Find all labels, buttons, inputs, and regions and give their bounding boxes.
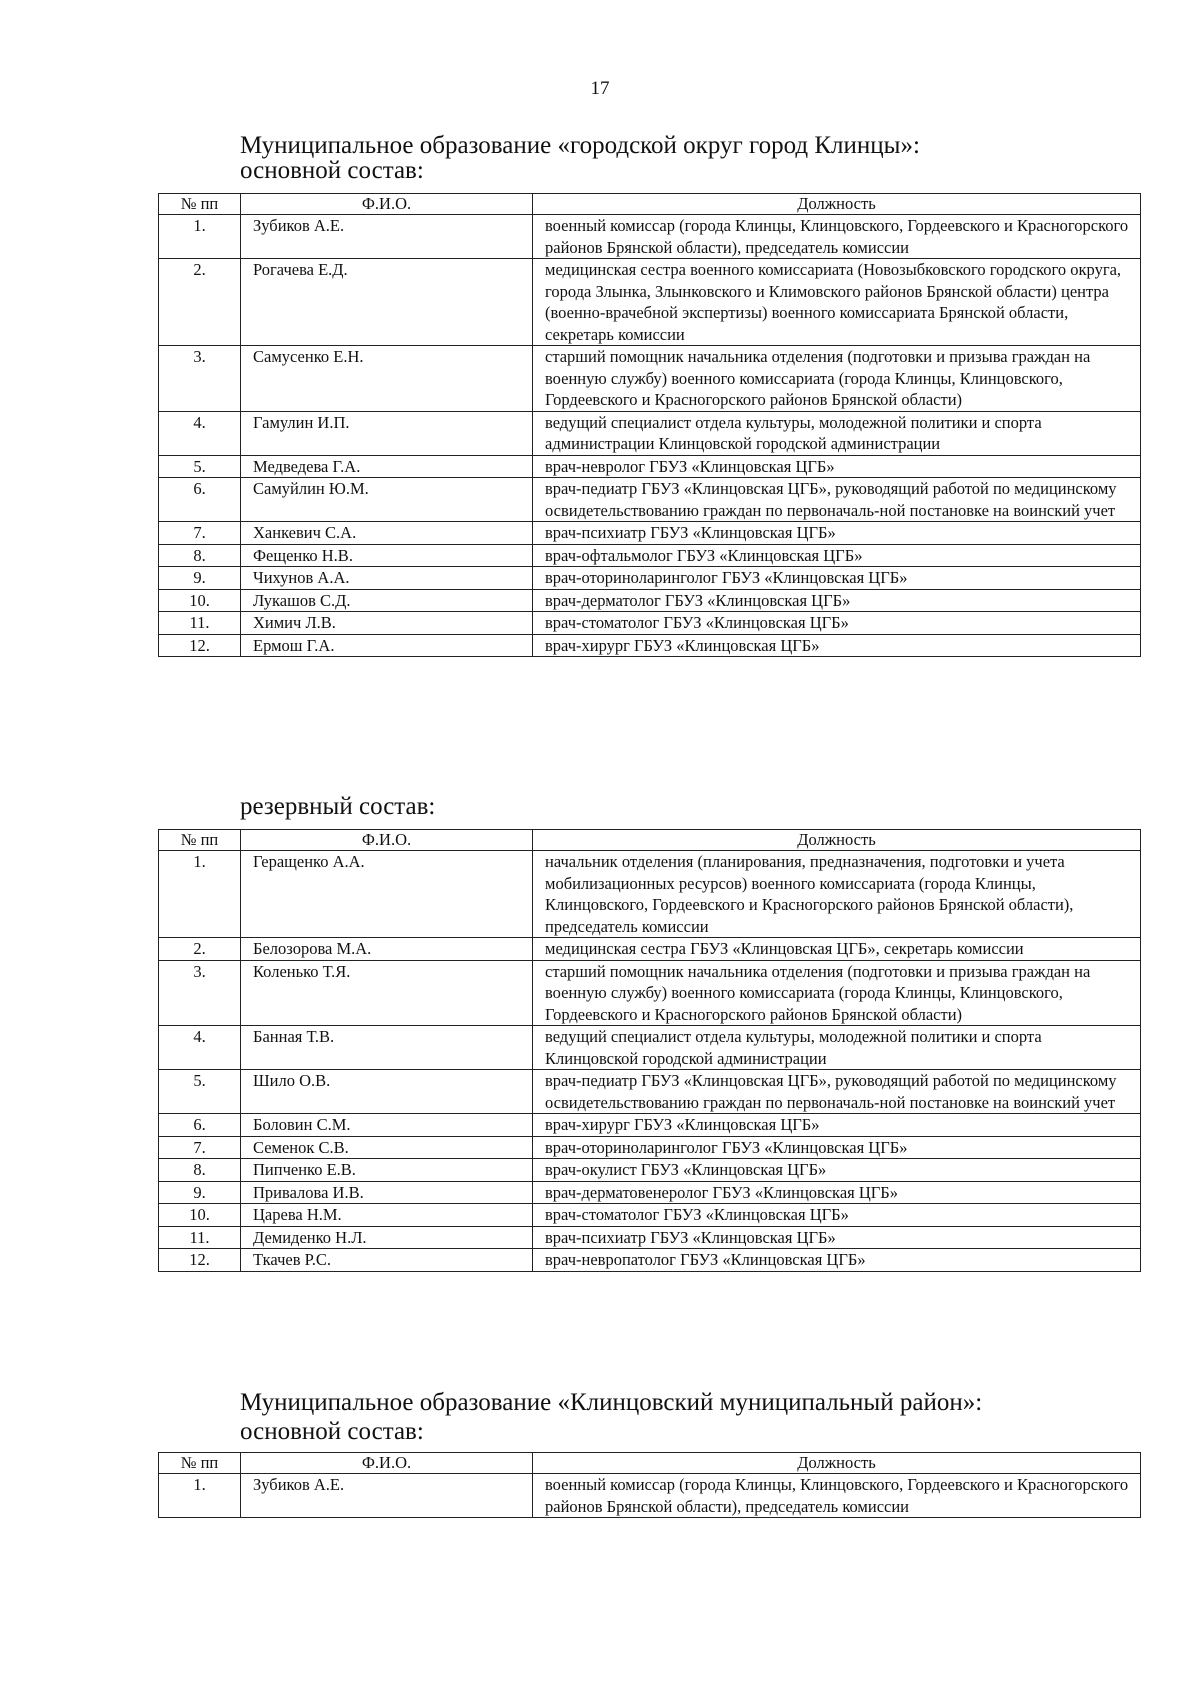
member-name: Зубиков А.Е. bbox=[241, 215, 533, 259]
member-position: врач-оториноларинголог ГБУЗ «Клинцовская ЦГБ» bbox=[533, 567, 1141, 590]
table-row bbox=[159, 544, 1141, 567]
table-row bbox=[159, 1159, 1141, 1182]
member-position: врач-оториноларинголог ГБУЗ «Клинцовская ЦГБ» bbox=[533, 1136, 1141, 1159]
column-header-number: № пп bbox=[159, 1453, 241, 1474]
row-number: 11. bbox=[159, 1226, 241, 1249]
member-position: военный комиссар (города Клинцы, Клинцовского, Гордеевского и Красногорского районов Брянской области), председатель комиссии bbox=[533, 1474, 1141, 1518]
page-number: 17 bbox=[590, 78, 610, 99]
table-row bbox=[159, 589, 1141, 612]
member-name: Самусенко Е.Н. bbox=[241, 346, 533, 412]
row-number: 8. bbox=[159, 1159, 241, 1182]
column-header-name: Ф.И.О. bbox=[241, 830, 533, 851]
table-row bbox=[159, 1204, 1141, 1227]
member-name: Химич Л.В. bbox=[241, 612, 533, 635]
row-number: 1. bbox=[159, 215, 241, 259]
member-name: Геращенко А.А. bbox=[241, 851, 533, 938]
row-number: 11. bbox=[159, 612, 241, 635]
column-header-position: Должность bbox=[533, 1453, 1141, 1474]
member-position: врач-психиатр ГБУЗ «Клинцовская ЦГБ» bbox=[533, 522, 1141, 545]
member-position: врач-хирург ГБУЗ «Клинцовская ЦГБ» bbox=[533, 634, 1141, 657]
main-composition-table-district bbox=[158, 1452, 1141, 1518]
member-position: медицинская сестра военного комиссариата (Новозыбковского городского округа, города Злынка, Злынковского и Климовского районов Брянской области) центра (военно-врачебной экспертизы) военного комиссариата Брянской области, секретарь комиссии bbox=[533, 259, 1141, 346]
main-composition-table-city bbox=[158, 193, 1141, 657]
member-position: ведущий специалист отдела культуры, молодежной политики и спорта Клинцовской городской администрации bbox=[533, 1026, 1141, 1070]
member-name: Ермош Г.А. bbox=[241, 634, 533, 657]
section-1-heading: Муниципальное образование «городской округ город Клинцы»: bbox=[240, 132, 920, 159]
column-header-name: Ф.И.О. bbox=[241, 194, 533, 215]
table-row bbox=[159, 960, 1141, 1026]
column-header-name: Ф.И.О. bbox=[241, 1453, 533, 1474]
row-number: 3. bbox=[159, 346, 241, 412]
member-name: Зубиков А.Е. bbox=[241, 1474, 533, 1518]
member-name: Медведева Г.А. bbox=[241, 455, 533, 478]
member-position: врач-педиатр ГБУЗ «Клинцовская ЦГБ», руководящий работой по медицинскому освидетельствованию граждан по первоначаль-ной постановке на воинский учет bbox=[533, 1070, 1141, 1114]
member-position: врач-невролог ГБУЗ «Клинцовская ЦГБ» bbox=[533, 455, 1141, 478]
reserve-composition-table-city bbox=[158, 829, 1141, 1272]
section-1-subheading: основной состав: bbox=[240, 157, 424, 184]
section-3-heading: Муниципальное образование «Клинцовский муниципальный район»: bbox=[240, 1389, 983, 1416]
table-row bbox=[159, 851, 1141, 938]
row-number: 4. bbox=[159, 1026, 241, 1070]
row-number: 10. bbox=[159, 1204, 241, 1227]
member-position: врач-офтальмолог ГБУЗ «Клинцовская ЦГБ» bbox=[533, 544, 1141, 567]
member-name: Семенок С.В. bbox=[241, 1136, 533, 1159]
member-name: Самуйлин Ю.М. bbox=[241, 478, 533, 522]
column-header-number: № пп bbox=[159, 830, 241, 851]
row-number: 2. bbox=[159, 938, 241, 961]
member-position: врач-дерматовенеролог ГБУЗ «Клинцовская ЦГБ» bbox=[533, 1181, 1141, 1204]
member-name: Чихунов А.А. bbox=[241, 567, 533, 590]
row-number: 12. bbox=[159, 634, 241, 657]
table-row bbox=[159, 1114, 1141, 1137]
row-number: 6. bbox=[159, 1114, 241, 1137]
column-header-number: № пп bbox=[159, 194, 241, 215]
member-position: военный комиссар (города Клинцы, Клинцовского, Гордеевского и Красногорского районов Брянской области), председатель комиссии bbox=[533, 215, 1141, 259]
row-number: 6. bbox=[159, 478, 241, 522]
table-row bbox=[159, 478, 1141, 522]
member-position: старший помощник начальника отделения (подготовки и призыва граждан на военную службу) военного комиссариата (города Клинцы, Клинцовского, Гордеевского и Красногорского районов Брянской области) bbox=[533, 960, 1141, 1026]
member-name: Боловин С.М. bbox=[241, 1114, 533, 1137]
row-number: 12. bbox=[159, 1249, 241, 1272]
row-number: 10. bbox=[159, 589, 241, 612]
member-position: врач-хирург ГБУЗ «Клинцовская ЦГБ» bbox=[533, 1114, 1141, 1137]
member-name: Привалова И.В. bbox=[241, 1181, 533, 1204]
table-row bbox=[159, 455, 1141, 478]
row-number: 9. bbox=[159, 1181, 241, 1204]
member-name: Ткачев Р.С. bbox=[241, 1249, 533, 1272]
row-number: 8. bbox=[159, 544, 241, 567]
member-position: врач-дерматолог ГБУЗ «Клинцовская ЦГБ» bbox=[533, 589, 1141, 612]
member-position: врач-стоматолог ГБУЗ «Клинцовская ЦГБ» bbox=[533, 1204, 1141, 1227]
member-name: Ханкевич С.А. bbox=[241, 522, 533, 545]
member-name: Гамулин И.П. bbox=[241, 411, 533, 455]
table-row bbox=[159, 1226, 1141, 1249]
member-position: врач-педиатр ГБУЗ «Клинцовская ЦГБ», руководящий работой по медицинскому освидетельствованию граждан по первоначаль-ной постановке на воинский учет bbox=[533, 478, 1141, 522]
table-row bbox=[159, 522, 1141, 545]
row-number: 7. bbox=[159, 1136, 241, 1159]
row-number: 7. bbox=[159, 522, 241, 545]
member-position: старший помощник начальника отделения (подготовки и призыва граждан на военную службу) военного комиссариата (города Клинцы, Клинцовского, Гордеевского и Красногорского районов Брянской области) bbox=[533, 346, 1141, 412]
member-position: ведущий специалист отдела культуры, молодежной политики и спорта администрации Клинцовской городской администрации bbox=[533, 411, 1141, 455]
member-position: начальник отделения (планирования, предназначения, подготовки и учета мобилизационных ресурсов) военного комиссариата (города Клинцы, Клинцовского, Гордеевского и Красногорского районов Брянской области), председатель комиссии bbox=[533, 851, 1141, 938]
member-name: Лукашов С.Д. bbox=[241, 589, 533, 612]
table-header-row bbox=[159, 194, 1141, 215]
table-row bbox=[159, 634, 1141, 657]
member-name: Рогачева Е.Д. bbox=[241, 259, 533, 346]
member-name: Шило О.В. bbox=[241, 1070, 533, 1114]
member-position: врач-невропатолог ГБУЗ «Клинцовская ЦГБ» bbox=[533, 1249, 1141, 1272]
table-row bbox=[159, 259, 1141, 346]
member-name: Царева Н.М. bbox=[241, 1204, 533, 1227]
row-number: 2. bbox=[159, 259, 241, 346]
member-position: врач-окулист ГБУЗ «Клинцовская ЦГБ» bbox=[533, 1159, 1141, 1182]
row-number: 5. bbox=[159, 455, 241, 478]
section-3-subheading: основной состав: bbox=[240, 1418, 424, 1445]
member-name: Пипченко Е.В. bbox=[241, 1159, 533, 1182]
table-header-row bbox=[159, 1453, 1141, 1474]
table-row bbox=[159, 1136, 1141, 1159]
column-header-position: Должность bbox=[533, 194, 1141, 215]
member-name: Белозорова М.А. bbox=[241, 938, 533, 961]
member-name: Демиденко Н.Л. bbox=[241, 1226, 533, 1249]
table-row bbox=[159, 346, 1141, 412]
member-position: медицинская сестра ГБУЗ «Клинцовская ЦГБ», секретарь комиссии bbox=[533, 938, 1141, 961]
table-row bbox=[159, 1181, 1141, 1204]
column-header-position: Должность bbox=[533, 830, 1141, 851]
table-row bbox=[159, 1249, 1141, 1272]
table-row bbox=[159, 411, 1141, 455]
table-header-row bbox=[159, 830, 1141, 851]
table-row bbox=[159, 1070, 1141, 1114]
member-position: врач-психиатр ГБУЗ «Клинцовская ЦГБ» bbox=[533, 1226, 1141, 1249]
row-number: 1. bbox=[159, 1474, 241, 1518]
row-number: 5. bbox=[159, 1070, 241, 1114]
member-position: врач-стоматолог ГБУЗ «Клинцовская ЦГБ» bbox=[533, 612, 1141, 635]
section-2-subheading: резервный состав: bbox=[240, 793, 436, 820]
table-row bbox=[159, 215, 1141, 259]
table-row bbox=[159, 612, 1141, 635]
table-row bbox=[159, 938, 1141, 961]
row-number: 9. bbox=[159, 567, 241, 590]
table-row bbox=[159, 1026, 1141, 1070]
table-row bbox=[159, 1474, 1141, 1518]
member-name: Коленько Т.Я. bbox=[241, 960, 533, 1026]
member-name: Фещенко Н.В. bbox=[241, 544, 533, 567]
member-name: Банная Т.В. bbox=[241, 1026, 533, 1070]
table-row bbox=[159, 567, 1141, 590]
row-number: 3. bbox=[159, 960, 241, 1026]
row-number: 1. bbox=[159, 851, 241, 938]
row-number: 4. bbox=[159, 411, 241, 455]
